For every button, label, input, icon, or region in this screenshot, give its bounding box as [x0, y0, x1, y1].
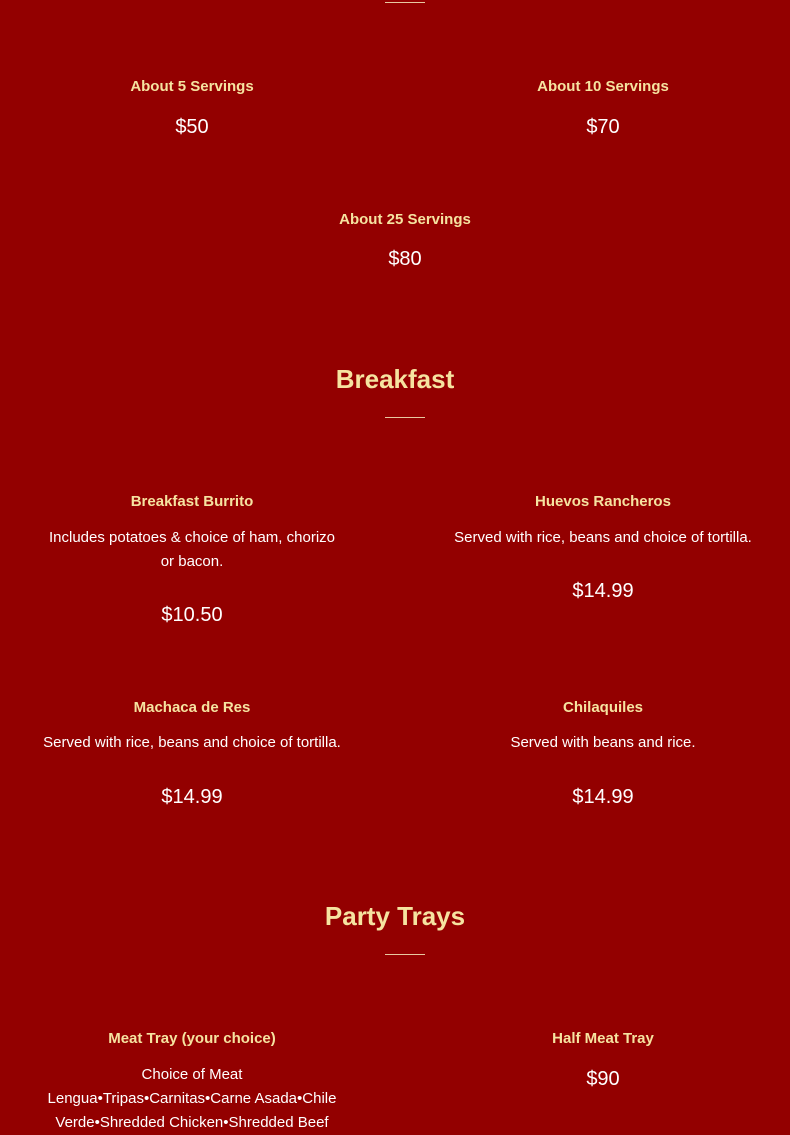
menu-item-breakfast-burrito	[42, 492, 342, 628]
item-price: $14.99	[161, 786, 223, 808]
serving-item-25	[255, 210, 555, 272]
item-name: Chilaquiles	[562, 699, 644, 716]
item-price: $70	[586, 116, 620, 138]
item-price: $14.99	[572, 580, 634, 602]
item-description: Served with rice, beans and choice of tortilla.	[43, 734, 341, 751]
item-name: About 5 Servings	[130, 78, 254, 95]
item-name: Breakfast Burrito	[130, 493, 254, 510]
item-description: Includes potatoes & choice of ham, chorizo or bacon.	[49, 529, 335, 570]
section-divider-party-trays	[385, 954, 425, 955]
section-divider-top	[385, 2, 425, 3]
serving-item-10	[453, 77, 753, 140]
item-name: Meat Tray (your choice)	[108, 1030, 276, 1047]
item-name: About 25 Servings	[339, 211, 471, 228]
item-name: Half Meat Tray	[552, 1030, 654, 1047]
item-name: About 10 Servings	[537, 78, 669, 95]
item-description: Choice of Meat	[141, 1066, 243, 1083]
menu-item-chilaquiles	[453, 698, 753, 810]
item-price: $80	[388, 248, 422, 270]
item-price: $50	[175, 116, 209, 138]
serving-item-5	[42, 77, 342, 140]
menu-item-meat-tray	[42, 1029, 342, 1135]
item-description: Served with rice, beans and choice of tortilla.	[454, 529, 752, 546]
section-divider-breakfast	[385, 417, 425, 418]
section-title-breakfast: Breakfast	[335, 364, 455, 394]
item-description-meats: Lengua•Tripas•Carnitas•Carne Asada•Chile Verde•Shredded Chicken•Shredded Beef	[47, 1090, 337, 1131]
item-price: $90	[586, 1068, 620, 1090]
item-name: Huevos Rancheros	[535, 493, 671, 510]
item-description: Served with beans and rice.	[510, 734, 696, 751]
item-price: $10.50	[161, 604, 223, 626]
item-price: $14.99	[572, 786, 634, 808]
menu-item-half-meat-tray	[453, 1029, 753, 1092]
section-title-party-trays: Party Trays	[324, 901, 466, 931]
menu-item-huevos-rancheros	[438, 492, 768, 604]
item-name: Machaca de Res	[133, 699, 251, 716]
menu-item-machaca-de-res	[27, 698, 357, 810]
